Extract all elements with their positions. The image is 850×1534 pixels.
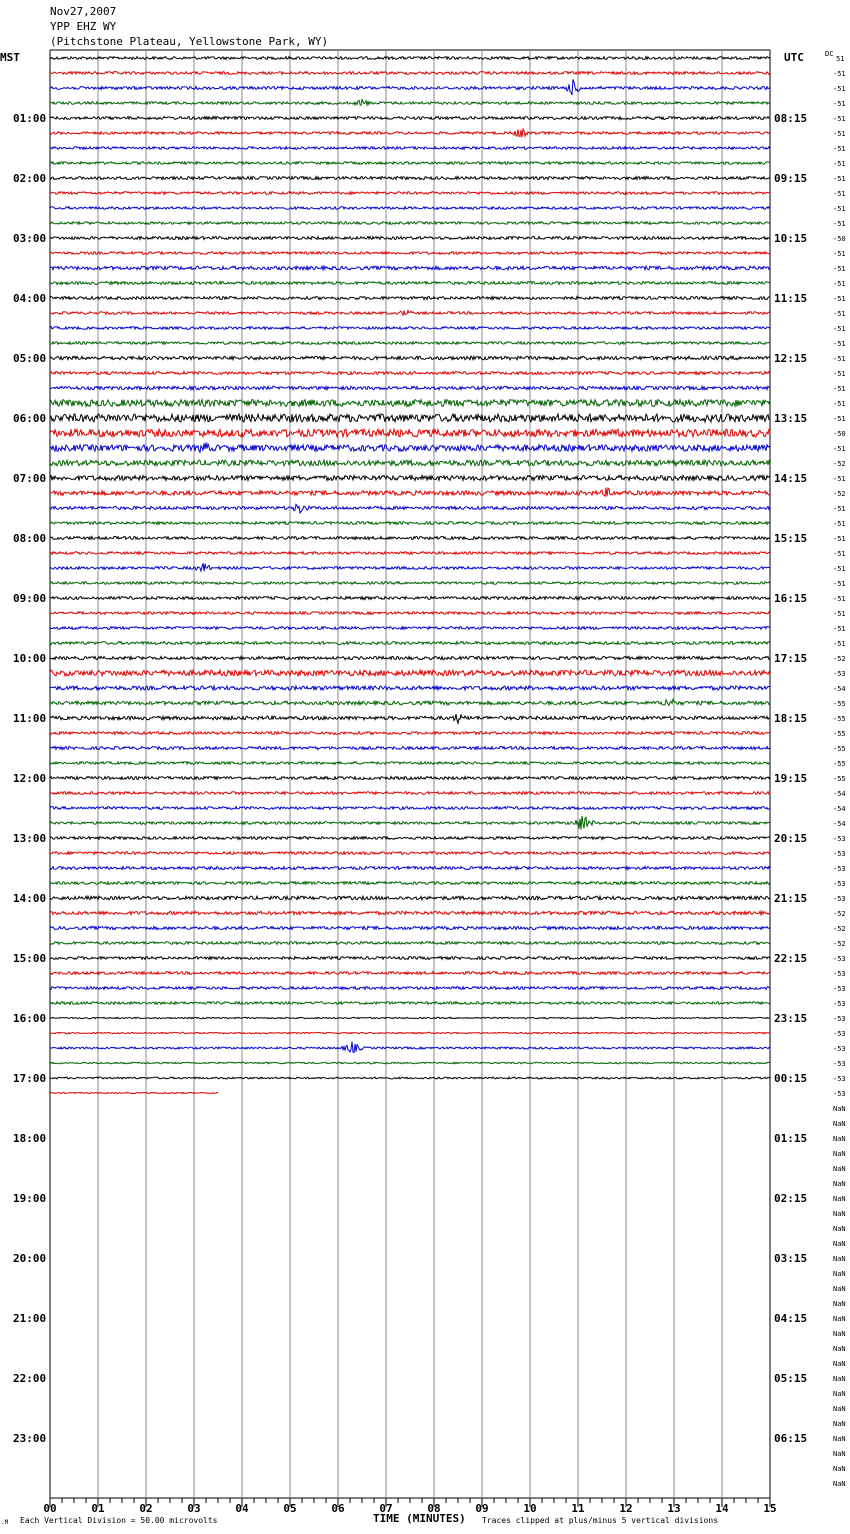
seismic-trace — [50, 266, 770, 270]
right-hour-label: 02:15 — [774, 1192, 808, 1205]
seismic-trace — [50, 656, 770, 659]
left-hour-label: 22:00 — [13, 1372, 47, 1385]
right-hour-label: 20:15 — [774, 832, 808, 845]
right-hour-label: 17:15 — [774, 652, 808, 665]
dc-offset-value: NaN — [833, 1315, 846, 1323]
x-axis-label: TIME (MINUTES) — [373, 1512, 466, 1525]
dc-offset-value: -51 — [833, 565, 846, 573]
dc-offset-value: -53 — [833, 835, 846, 843]
dc-offset-value: -53 — [833, 1030, 846, 1038]
dc-offset-value: NaN — [833, 1105, 846, 1113]
dc-offset-value: -54 — [833, 805, 846, 813]
scale-mark: .M — [1, 1519, 9, 1526]
dc-offset-value: NaN — [833, 1360, 846, 1368]
seismic-trace — [50, 386, 770, 389]
dc-offset-value: -51 — [833, 385, 846, 393]
dc-offset-value: -51 — [833, 220, 846, 228]
seismic-trace — [50, 1092, 218, 1093]
dc-header-label: DC — [825, 50, 834, 58]
left-hour-label: 03:00 — [13, 232, 47, 245]
left-hour-label: 09:00 — [13, 592, 47, 605]
dc-offset-value: -52 — [833, 940, 846, 948]
dc-offset-value: NaN — [833, 1330, 846, 1338]
x-tick-label: 15 — [763, 1502, 777, 1515]
left-hour-label: 20:00 — [13, 1252, 47, 1265]
seismic-trace — [50, 1062, 770, 1064]
x-tick-label: 09 — [475, 1502, 489, 1515]
dc-offset-value: -55 — [833, 730, 846, 738]
seismic-trace — [50, 79, 770, 95]
dc-offset-value: -51 — [833, 295, 846, 303]
seismic-trace — [50, 414, 770, 422]
x-tick-label: 00 — [43, 1502, 57, 1515]
x-tick-label: 10 — [523, 1502, 537, 1515]
dc-offset-value: -54 — [833, 685, 846, 693]
seismic-trace — [50, 882, 770, 885]
dc-offset-value: -52 — [833, 460, 846, 468]
dc-offset-value: NaN — [833, 1375, 846, 1383]
seismic-trace — [50, 252, 770, 255]
seismic-trace — [50, 896, 770, 900]
dc-offset-value: -51 — [833, 160, 846, 168]
dc-offset-value: -53 — [833, 1060, 846, 1068]
dc-offset-value: -53 — [833, 955, 846, 963]
seismic-trace — [50, 563, 770, 571]
dc-offset-value: -51 — [833, 400, 846, 408]
seismic-trace — [50, 1077, 770, 1079]
dc-offset-value: -51 — [833, 310, 846, 318]
dc-offset-value: -53 — [833, 1045, 846, 1053]
dc-offset-value: -51 — [833, 265, 846, 273]
seismic-trace — [50, 129, 770, 137]
right-hour-label: 22:15 — [774, 952, 808, 965]
left-hour-label: 10:00 — [13, 652, 47, 665]
seismic-trace — [50, 792, 770, 795]
seismic-trace — [50, 504, 770, 513]
x-tick-label: 08 — [427, 1502, 441, 1515]
left-hour-label: 05:00 — [13, 352, 47, 365]
right-hour-label: 03:15 — [774, 1252, 808, 1265]
seismic-trace — [50, 400, 770, 407]
seismic-trace — [50, 627, 770, 630]
dc-offset-value: -51 — [833, 505, 846, 513]
dc-offset-value: -51 — [833, 340, 846, 348]
left-hour-label: 15:00 — [13, 952, 47, 965]
x-tick-label: 14 — [715, 1502, 729, 1515]
dc-offset-value: NaN — [833, 1270, 846, 1278]
dc-offset-value: -51 — [833, 190, 846, 198]
right-hour-label: 05:15 — [774, 1372, 808, 1385]
left-hour-label: 08:00 — [13, 532, 47, 545]
dc-offset-value: -51 — [833, 580, 846, 588]
dc-offset-value: -52 — [833, 910, 846, 918]
dc-offset-value: -51 — [833, 250, 846, 258]
clipping-note: Traces clipped at plus/minus 5 vertical divisions — [482, 1516, 719, 1525]
dc-offset-value: -51 — [833, 205, 846, 213]
dc-offset-value: NaN — [833, 1405, 846, 1413]
seismic-trace — [50, 1042, 770, 1053]
right-hour-label: 08:15 — [774, 112, 808, 125]
seismic-trace — [50, 342, 770, 345]
dc-offset-value: -53 — [833, 670, 846, 678]
left-hour-label: 13:00 — [13, 832, 47, 845]
dc-offset-value: 51 — [836, 55, 845, 63]
dc-offset-value: -51 — [833, 130, 846, 138]
dc-offset-value: -53 — [833, 850, 846, 858]
left-hour-label: 01:00 — [13, 112, 47, 125]
seismic-trace — [50, 972, 770, 975]
dc-offset-value: -51 — [833, 115, 846, 123]
seismic-trace — [50, 372, 770, 375]
dc-offset-value: -53 — [833, 865, 846, 873]
dc-offset-value: NaN — [833, 1180, 846, 1188]
right-hour-label: 15:15 — [774, 532, 808, 545]
right-hour-label: 14:15 — [774, 472, 808, 485]
dc-offset-value: -51 — [833, 145, 846, 153]
seismic-trace — [50, 522, 770, 525]
dc-offset-value: -55 — [833, 775, 846, 783]
left-hour-label: 04:00 — [13, 292, 47, 305]
dc-offset-value: NaN — [833, 1240, 846, 1248]
dc-offset-value: -54 — [833, 820, 846, 828]
dc-offset-value: NaN — [833, 1435, 846, 1443]
seismic-trace — [50, 582, 770, 585]
dc-offset-value: -51 — [833, 415, 846, 423]
dc-offset-value: NaN — [833, 1390, 846, 1398]
seismic-trace — [50, 99, 770, 105]
left-hour-label: 21:00 — [13, 1312, 47, 1325]
dc-offset-value: -51 — [833, 280, 846, 288]
right-hour-label: 19:15 — [774, 772, 808, 785]
seismic-trace — [50, 552, 770, 555]
seismic-trace — [50, 699, 770, 705]
seismic-trace — [50, 942, 770, 945]
dc-offset-value: -53 — [833, 895, 846, 903]
seismic-trace — [50, 732, 770, 735]
right-hour-label: 06:15 — [774, 1432, 808, 1445]
right-hour-label: 21:15 — [774, 892, 808, 905]
seismic-trace — [50, 488, 770, 497]
dc-offset-value: -51 — [833, 85, 846, 93]
dc-offset-value: -51 — [833, 100, 846, 108]
x-tick-label: 06 — [331, 1502, 345, 1515]
dc-offset-value: -55 — [833, 715, 846, 723]
dc-offset-value: -51 — [833, 70, 846, 78]
left-hour-label: 19:00 — [13, 1192, 47, 1205]
seismic-trace — [50, 222, 770, 225]
seismic-trace — [50, 911, 770, 914]
right-hour-label: 00:15 — [774, 1072, 808, 1085]
right-hour-label: 09:15 — [774, 172, 808, 185]
x-tick-label: 05 — [283, 1502, 297, 1515]
seismic-trace — [50, 926, 770, 929]
dc-offset-value: -53 — [833, 1090, 846, 1098]
right-hour-label: 10:15 — [774, 232, 808, 245]
x-tick-label: 01 — [91, 1502, 105, 1515]
dc-offset-value: -51 — [833, 520, 846, 528]
x-tick-label: 12 — [619, 1502, 633, 1515]
seismic-trace — [50, 207, 770, 210]
dc-offset-value: NaN — [833, 1285, 846, 1293]
dc-offset-value: -52 — [833, 655, 846, 663]
vertical-scale-note: Each Vertical Division = 50.00 microvolts — [20, 1516, 218, 1525]
dc-offset-value: NaN — [833, 1225, 846, 1233]
dc-offset-value: -53 — [833, 970, 846, 978]
dc-offset-value: -55 — [833, 745, 846, 753]
seismic-trace — [50, 762, 770, 765]
dc-offset-value: -54 — [833, 790, 846, 798]
dc-offset-value: NaN — [833, 1345, 846, 1353]
dc-offset-value: -53 — [833, 1075, 846, 1083]
left-hour-label: 12:00 — [13, 772, 47, 785]
seismic-trace — [50, 282, 770, 285]
seismic-traces — [50, 57, 770, 1094]
seismic-trace — [50, 612, 770, 615]
seismic-trace — [50, 816, 770, 830]
dc-offset-value: -51 — [833, 175, 846, 183]
seismic-trace — [50, 642, 770, 645]
left-hour-label: 17:00 — [13, 1072, 47, 1085]
seismic-trace — [50, 747, 770, 750]
seismic-trace — [50, 429, 770, 437]
right-timezone-label: UTC — [784, 51, 804, 64]
left-hour-label: 16:00 — [13, 1012, 47, 1025]
dc-offset-value: -50 — [833, 430, 846, 438]
right-hour-label: 12:15 — [774, 352, 808, 365]
left-hour-label: 23:00 — [13, 1432, 47, 1445]
dc-offset-value: -51 — [833, 625, 846, 633]
seismic-trace — [50, 162, 770, 165]
left-timezone-label: MST — [0, 51, 20, 64]
left-hour-label: 14:00 — [13, 892, 47, 905]
right-hour-label: 04:15 — [774, 1312, 808, 1325]
seismic-trace — [50, 192, 770, 195]
seismic-trace — [50, 686, 770, 690]
seismic-trace — [50, 670, 770, 676]
seismic-trace — [50, 987, 770, 990]
seismic-trace — [50, 837, 770, 840]
dc-offset-value: NaN — [833, 1135, 846, 1143]
dc-offset-value: NaN — [833, 1300, 846, 1308]
dc-offset-value: -51 — [833, 325, 846, 333]
dc-offset-value: -51 — [833, 475, 846, 483]
dc-offset-value: -52 — [833, 925, 846, 933]
seismic-trace — [50, 460, 770, 466]
right-hour-label: 18:15 — [774, 712, 808, 725]
dc-offset-value: NaN — [833, 1210, 846, 1218]
dc-offset-value: -52 — [833, 490, 846, 498]
seismic-trace — [50, 297, 770, 300]
station-location: (Pitchstone Plateau, Yellowstone Park, WY) — [50, 35, 329, 48]
right-hour-label: 01:15 — [774, 1132, 808, 1145]
seismic-trace — [50, 597, 770, 600]
left-hour-label: 18:00 — [13, 1132, 47, 1145]
dc-offset-value: NaN — [833, 1465, 846, 1473]
dc-offset-value: NaN — [833, 1195, 846, 1203]
seismic-trace — [50, 807, 770, 810]
dc-offset-value: NaN — [833, 1150, 846, 1158]
left-hour-label: 07:00 — [13, 472, 47, 485]
dc-offset-value: NaN — [833, 1420, 846, 1428]
dc-offset-value: -51 — [833, 445, 846, 453]
right-hour-label: 13:15 — [774, 412, 808, 425]
seismic-trace — [50, 57, 770, 60]
dc-offset-value: -51 — [833, 370, 846, 378]
x-tick-label: 03 — [187, 1502, 201, 1515]
left-hour-label: 02:00 — [13, 172, 47, 185]
x-tick-label: 11 — [571, 1502, 585, 1515]
x-tick-label: 04 — [235, 1502, 249, 1515]
seismic-trace — [50, 147, 770, 150]
dc-offset-value: -51 — [833, 640, 846, 648]
dc-offset-value: NaN — [833, 1120, 846, 1128]
plot-date: Nov27,2007 — [50, 5, 117, 18]
seismic-trace — [50, 476, 770, 481]
dc-offset-value: -55 — [833, 700, 846, 708]
dc-offset-value: -53 — [833, 880, 846, 888]
seismic-trace — [50, 117, 770, 120]
dc-offset-value: -53 — [833, 1000, 846, 1008]
seismic-trace — [50, 1017, 770, 1018]
seismic-trace — [50, 177, 770, 180]
seismic-trace — [50, 311, 770, 316]
seismic-trace — [50, 537, 770, 540]
seismic-trace — [50, 1032, 770, 1033]
dc-offset-value: NaN — [833, 1255, 846, 1263]
dc-offset-value: -51 — [833, 535, 846, 543]
dc-offset-value: -51 — [833, 355, 846, 363]
right-hour-label: 11:15 — [774, 292, 808, 305]
dc-offset-value: -50 — [833, 235, 846, 243]
seismic-trace — [50, 356, 770, 360]
seismic-trace — [50, 777, 770, 780]
dc-offset-value: -51 — [833, 550, 846, 558]
x-tick-label: 02 — [139, 1502, 153, 1515]
dc-offset-value: NaN — [833, 1480, 846, 1488]
dc-offset-value: -53 — [833, 985, 846, 993]
seismic-trace — [50, 1002, 770, 1005]
seismic-trace — [50, 957, 770, 960]
seismic-trace — [50, 443, 770, 453]
seismic-trace — [50, 852, 770, 855]
x-tick-label: 07 — [379, 1502, 393, 1515]
dc-offset-value: -51 — [833, 595, 846, 603]
seismic-trace — [50, 237, 770, 240]
seismic-trace — [50, 867, 770, 870]
seismic-trace — [50, 714, 770, 723]
x-tick-label: 13 — [667, 1502, 681, 1515]
seismic-trace — [50, 72, 770, 75]
station-code: YPP EHZ WY — [50, 20, 117, 33]
dc-offset-value: -55 — [833, 760, 846, 768]
dc-offset-value: -53 — [833, 1015, 846, 1023]
right-hour-label: 16:15 — [774, 592, 808, 605]
left-hour-label: 06:00 — [13, 412, 47, 425]
dc-offset-value: NaN — [833, 1450, 846, 1458]
dc-offset-value: NaN — [833, 1165, 846, 1173]
left-hour-label: 11:00 — [13, 712, 47, 725]
dc-offset-value: -51 — [833, 610, 846, 618]
axis-labels — [0, 50, 846, 1526]
seismic-trace — [50, 327, 770, 330]
right-hour-label: 23:15 — [774, 1012, 808, 1025]
